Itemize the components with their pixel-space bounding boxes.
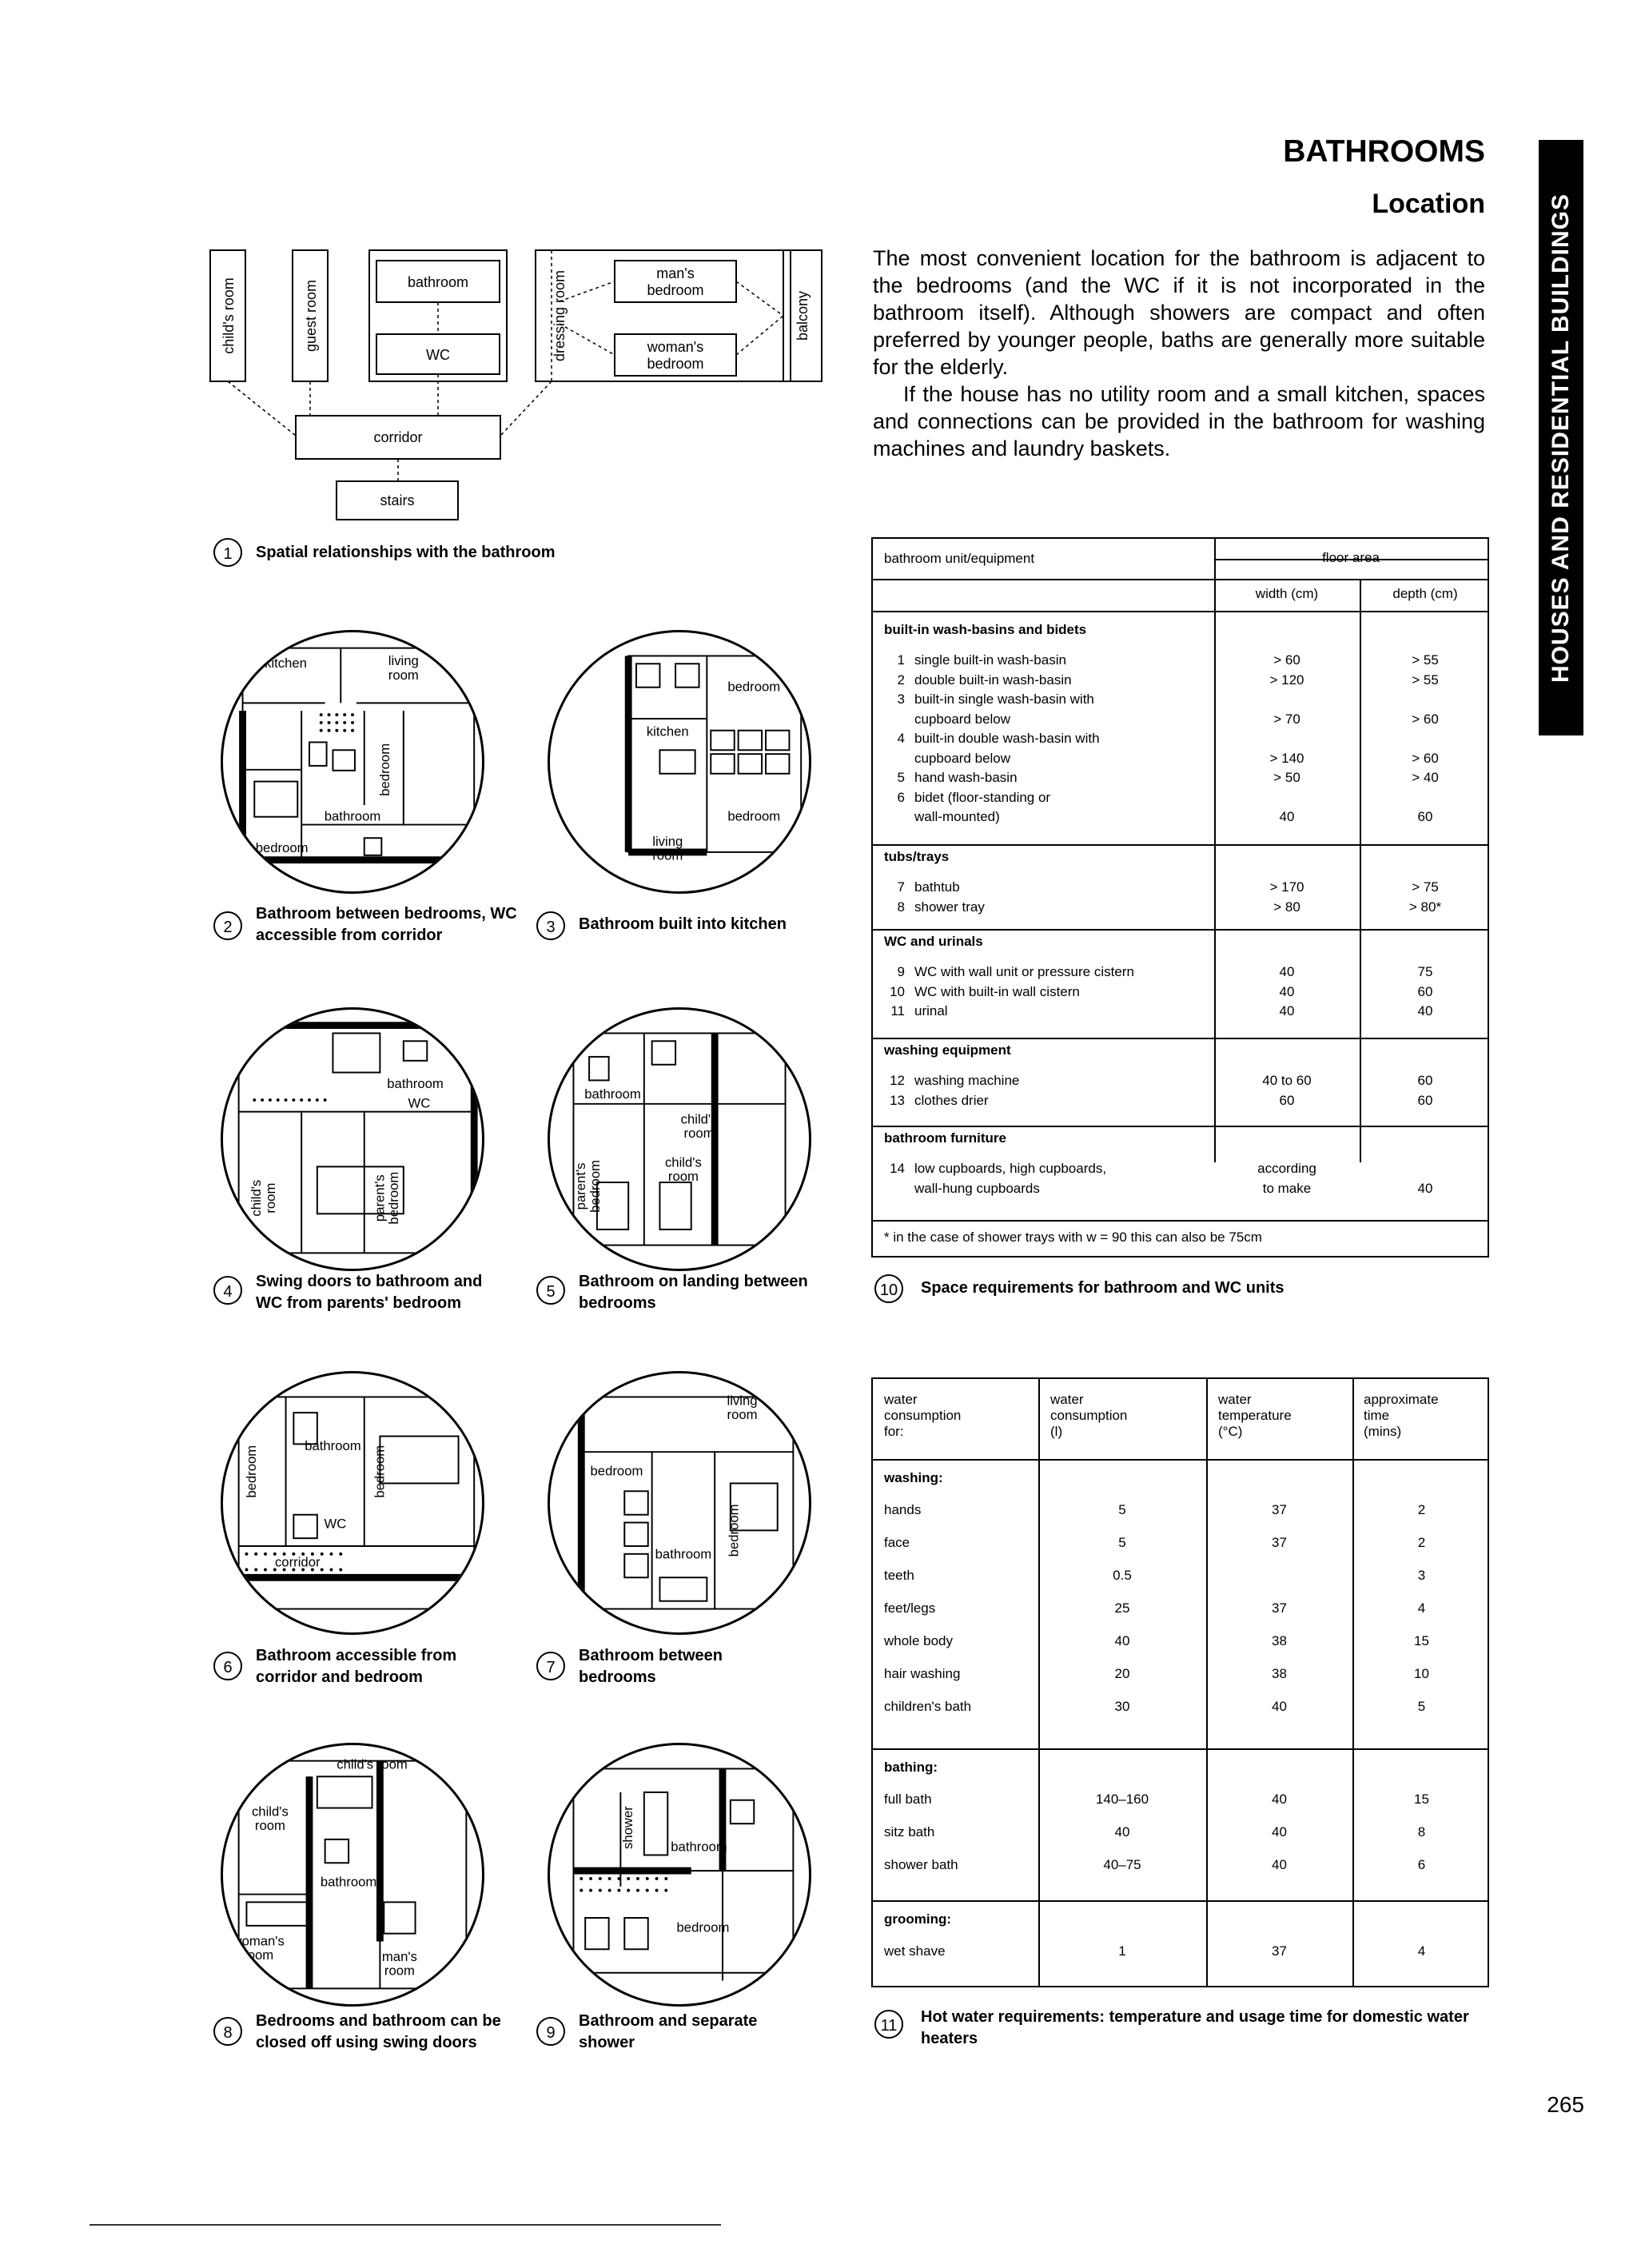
childs-room-label: room [683, 1126, 715, 1142]
childs-room-label: child's [249, 1179, 265, 1217]
column-header: bathroom unit/equipment [884, 551, 1035, 566]
table-cell: low cupboards, high cupboards, [914, 1161, 1107, 1176]
intro-paragraph: The most convenient location for the bathroom is adjacent to the bedrooms (and the WC if it is not incorporated in the bathroom itself). Although showers are compact and often preferred by younger people, baths are generally more suitable for the elderly. [873, 246, 1485, 379]
figure-caption: Bathroom and separate shower [579, 2012, 758, 2051]
table-cell: 37 [1272, 1535, 1287, 1550]
table-group-title: tubs/trays [884, 849, 950, 864]
floor-plan-drawing [223, 1745, 482, 2004]
bathroom-label: bathroom [407, 274, 469, 290]
table-cell: 8 [897, 899, 905, 915]
figure-number: 11 [874, 2010, 903, 2039]
column-header: width (cm) [1255, 586, 1319, 601]
table-cell: 40 [1279, 983, 1295, 999]
intro-paragraph: If the house has no utility room and a small kitchen, spaces and connections can be provided in the bathroom for washing machines and laundry baskets. [873, 382, 1485, 460]
childs-room-label: child's room [221, 277, 237, 354]
mans-room-label: room [384, 1963, 415, 1979]
table-cell: 5 [1417, 1699, 1426, 1714]
shower-label: shower [620, 1806, 636, 1849]
floor-plan-6 [221, 1371, 484, 1635]
table-cell: 30 [1114, 1699, 1130, 1714]
table-cell: children's bath [884, 1699, 972, 1714]
floor-plan-4 [221, 1007, 484, 1271]
table-cell: WC with built-in wall cistern [914, 983, 1080, 999]
floor-plan-7 [548, 1371, 811, 1635]
figure-number: 7 [536, 1652, 565, 1680]
table-cell: > 120 [1269, 672, 1304, 688]
table-cell: > 40 [1412, 770, 1439, 785]
table-cell: washing machine [914, 1073, 1020, 1088]
section-label: HOUSES AND RESIDENTIAL BUILDINGS [1547, 193, 1574, 683]
table-cell: 37 [1272, 1600, 1287, 1616]
figure-number: 6 [213, 1652, 242, 1680]
bathroom-label: bathroom [320, 1874, 377, 1890]
balcony-label: balcony [795, 290, 811, 341]
table-cell: > 60 [1273, 652, 1300, 668]
table-cell: 6 [1417, 1857, 1426, 1872]
bathroom-label: bathroom [305, 1438, 361, 1454]
table-cell: built-in single wash-basin with [914, 692, 1094, 707]
childs-room-label: child's [680, 1111, 718, 1127]
bedroom-label: bedroom [255, 839, 309, 855]
table-cell: 10 [890, 983, 905, 999]
table-cell: 3 [897, 692, 905, 707]
table-cell: > 60 [1412, 711, 1439, 727]
figure-number: 3 [536, 911, 565, 940]
table-cell: 38 [1272, 1666, 1287, 1681]
living-room-label: room [388, 667, 419, 683]
column-header: consumption [884, 1408, 962, 1423]
table-group-title: grooming: [884, 1911, 952, 1927]
bedroom-label: bedroom [727, 808, 781, 824]
table-cell: 11 [890, 1003, 905, 1018]
living-room-label: room [652, 847, 683, 863]
table-cell: 60 [1279, 1092, 1295, 1108]
table-cell: 8 [1417, 1824, 1426, 1840]
table-group-title: washing: [884, 1470, 943, 1485]
table-cell: 5 [1118, 1502, 1126, 1517]
table-cell: 40 [1279, 809, 1295, 824]
childs-room-label: room [262, 1182, 278, 1214]
table-cell: 60 [1417, 1092, 1433, 1108]
figure-number: 10 [874, 1274, 903, 1303]
table-cell: 5 [897, 770, 905, 785]
living-room-label: living [652, 834, 683, 850]
table-cell: full bath [884, 1792, 932, 1807]
table-cell: 3 [1417, 1568, 1426, 1583]
table-cell: 60 [1417, 983, 1433, 999]
column-header: approximate [1364, 1392, 1439, 1407]
page-title: BATHROOMS [1283, 134, 1485, 169]
table-cell: 7 [897, 879, 905, 895]
floor-plan-drawing [550, 632, 809, 891]
table-cell: 40 [1279, 1003, 1295, 1018]
table-group-title: built-in wash-basins and bidets [884, 622, 1087, 637]
bathroom-label: bathroom [655, 1546, 712, 1562]
column-header: time [1364, 1408, 1390, 1423]
figure-caption: Space requirements for bathroom and WC units [921, 1279, 1285, 1297]
table-cell: 14 [890, 1161, 905, 1176]
table-group-title: WC and urinals [884, 934, 983, 949]
figure-caption: Bathroom on landing between bedrooms [579, 1273, 808, 1312]
bedroom-label: bedroom [726, 1504, 742, 1557]
table-cell: sitz bath [884, 1824, 935, 1840]
stairs-label: stairs [380, 492, 415, 508]
column-header: consumption [1050, 1408, 1128, 1423]
bathroom-label: bathroom [387, 1076, 444, 1092]
table-cell: 40 [1272, 1792, 1287, 1807]
table-group-title: bathing: [884, 1760, 938, 1775]
childs-room-label: room [254, 1818, 285, 1834]
page-number: 265 [1547, 2092, 1584, 2117]
spatial-relationship-diagram [200, 240, 839, 528]
column-header: temperature [1218, 1408, 1292, 1423]
bedroom-label: bedroom [244, 1445, 260, 1498]
table-cell: wall-hung cupboards [914, 1180, 1040, 1196]
table-cell: 5 [1118, 1535, 1126, 1550]
column-header: water [1050, 1392, 1084, 1407]
table-cell: 2 [897, 672, 905, 688]
figure-number: 8 [213, 2017, 242, 2046]
corridor-label: corridor [373, 429, 423, 445]
table-cell: wet shave [884, 1943, 946, 1959]
figure-caption: Spatial relationships with the bathroom [256, 544, 556, 561]
womans-room-label: room [243, 1947, 274, 1963]
figure-caption: Bedrooms and bathroom can be closed off using swing doors [256, 2012, 501, 2051]
bedroom-label: bedroom [727, 679, 781, 695]
table-cell: 4 [897, 731, 905, 746]
parents-bedroom-label: bedroom [587, 1159, 603, 1213]
floor-plan-5 [548, 1007, 811, 1271]
mans-bedroom-label: man's [656, 265, 695, 281]
column-header: floor area [1322, 550, 1380, 565]
table-cell: hand wash-basin [914, 770, 1018, 785]
figure-number: 5 [536, 1276, 565, 1305]
table-cell: 9 [897, 964, 905, 979]
floor-plan-drawing [223, 1373, 482, 1632]
womans-bedroom-label: woman's [647, 339, 704, 355]
table-cell: 6 [897, 789, 905, 805]
bedroom-label: bedroom [377, 743, 393, 796]
table-cell: 40 [1114, 1824, 1130, 1840]
childs-room-label: child's [251, 1804, 289, 1820]
table-cell: 15 [1414, 1792, 1429, 1807]
table-cell: 37 [1272, 1943, 1287, 1959]
womans-bedroom-label: bedroom [647, 356, 704, 372]
table-cell: wall-mounted) [914, 809, 1000, 824]
table-cell: > 75 [1412, 879, 1439, 895]
figure-caption: Bathroom built into kitchen [579, 915, 787, 933]
figure-caption: Swing doors to bathroom and WC from parents' bedroom [256, 1273, 483, 1312]
table-cell: 40 [1417, 1003, 1433, 1018]
childs-room-label: child's room [337, 1756, 408, 1772]
table-cell: shower bath [884, 1857, 958, 1872]
hot-water-table [871, 1377, 1489, 1987]
page-subtitle: Location [1372, 189, 1485, 219]
figure-caption: Hot water requirements: temperature and usage time for domestic water heaters [921, 2008, 1469, 2047]
table-cell: 37 [1272, 1502, 1287, 1517]
bathroom-label: bathroom [324, 808, 381, 824]
table-cell: single built-in wash-basin [914, 652, 1066, 668]
floor-plan-drawing [550, 1745, 809, 2004]
table-cell: 40 [1417, 1180, 1433, 1196]
table-cell: > 50 [1273, 770, 1300, 785]
table-cell: double built-in wash-basin [914, 672, 1072, 688]
table-cell: 15 [1414, 1633, 1429, 1648]
floor-plan-2 [221, 630, 484, 894]
floor-plan-drawing [223, 1010, 482, 1269]
dressing-room-label: dressing room [552, 269, 568, 362]
childs-room-label: child's [664, 1154, 702, 1170]
table-cell: cupboard below [914, 750, 1011, 766]
mans-bedroom-label: bedroom [647, 282, 704, 298]
living-room-label: living [727, 1393, 758, 1409]
figure-number: 1 [213, 538, 242, 567]
living-room-label: living [388, 653, 419, 669]
bathroom-label: bathroom [671, 1839, 727, 1855]
column-header: (°C) [1218, 1424, 1243, 1439]
column-header: water [1218, 1392, 1252, 1407]
table-cell: 25 [1114, 1600, 1130, 1616]
table-cell: 12 [890, 1073, 905, 1088]
figure-number: 9 [536, 2017, 565, 2046]
bathroom-label: bathroom [584, 1086, 641, 1102]
table-group-title: washing equipment [884, 1042, 1011, 1058]
table-cell: 20 [1114, 1666, 1130, 1681]
table-cell: 40 [1272, 1857, 1287, 1872]
table-cell: > 80* [1408, 899, 1442, 915]
section-tab [1539, 140, 1583, 735]
table-cell: 40 [1114, 1633, 1130, 1648]
childs-room-label: room [667, 1169, 699, 1185]
table-cell: cupboard below [914, 711, 1011, 727]
parents-bedroom-label: parent's [372, 1174, 388, 1222]
kitchen-label: kitchen [265, 656, 307, 672]
bedroom-label: bedroom [372, 1445, 388, 1498]
column-header: water [884, 1392, 918, 1407]
table-cell: according [1257, 1161, 1316, 1176]
bedroom-label: bedroom [590, 1463, 643, 1479]
column-header: depth (cm) [1392, 586, 1458, 601]
table-cell: built-in double wash-basin with [914, 731, 1100, 746]
table-cell: > 60 [1412, 750, 1439, 766]
table-cell: whole body [884, 1633, 954, 1648]
guest-room-label: guest room [303, 279, 319, 353]
corridor-label: corridor [274, 1554, 321, 1570]
table-cell: 40 [1272, 1824, 1287, 1840]
table-cell: 75 [1417, 964, 1433, 979]
mans-room-label: man's [381, 1949, 417, 1964]
figure-caption: Bathroom between bedrooms [579, 1647, 723, 1686]
column-header: (l) [1050, 1424, 1063, 1439]
table-cell: > 170 [1269, 879, 1304, 895]
table-cell: 40–75 [1103, 1857, 1141, 1872]
footer-rule [90, 2224, 721, 2226]
table-cell: 1 [1118, 1943, 1126, 1959]
floor-plan-8 [221, 1743, 484, 2007]
floor-plan-drawing [550, 1373, 809, 1632]
table-cell: WC with wall unit or pressure cistern [914, 964, 1134, 979]
table-cell: > 140 [1269, 750, 1304, 766]
table-cell: 13 [890, 1092, 905, 1108]
wc-label: WC [426, 347, 450, 363]
table-cell: 2 [1417, 1535, 1426, 1550]
table-cell: urinal [914, 1003, 948, 1018]
floor-plan-drawing [550, 1010, 809, 1269]
table-cell: 60 [1417, 809, 1433, 824]
table-cell: clothes drier [914, 1092, 989, 1108]
table-footnote: * in the case of shower trays with w = 90 this can also be 75cm [884, 1230, 1262, 1245]
table-cell: 4 [1417, 1600, 1426, 1616]
table-cell: 40 [1272, 1699, 1287, 1714]
wc-label: WC [408, 1095, 431, 1111]
table-cell: > 55 [1412, 672, 1439, 688]
parents-bedroom-label: parent's [573, 1162, 589, 1210]
table-cell: > 70 [1273, 711, 1300, 727]
table-cell: 38 [1272, 1633, 1287, 1648]
table-cell: 40 to 60 [1262, 1073, 1312, 1088]
table-cell: face [884, 1535, 910, 1550]
table-cell: teeth [884, 1568, 914, 1583]
figure-number: 4 [213, 1276, 242, 1305]
space-requirements-table [871, 537, 1489, 1258]
table-group-title: bathroom furniture [884, 1130, 1006, 1146]
living-room-label: room [727, 1406, 758, 1422]
table-cell: hands [884, 1502, 922, 1517]
table-cell: > 55 [1412, 652, 1439, 668]
floor-plan-9 [548, 1743, 811, 2007]
table-cell: > 80 [1273, 899, 1300, 915]
floor-plan-drawing [223, 632, 482, 891]
table-cell: bidet (floor-standing or [914, 789, 1051, 805]
table-cell: 60 [1417, 1073, 1433, 1088]
table-cell: 40 [1279, 964, 1295, 979]
table-cell: 1 [897, 652, 905, 668]
floor-plan-3 [548, 630, 811, 894]
figure-caption: Bathroom accessible from corridor and bedroom [256, 1647, 457, 1686]
table-cell: shower tray [914, 899, 985, 915]
parents-bedroom-label: bedroom [385, 1171, 401, 1225]
column-header: (mins) [1364, 1424, 1402, 1439]
bedroom-label: bedroom [676, 1919, 730, 1935]
figure-caption: Bathroom between bedrooms, WC accessible from corridor [256, 905, 517, 944]
table-cell: 140–160 [1095, 1792, 1149, 1807]
table-cell: feet/legs [884, 1600, 936, 1616]
table-cell: to make [1262, 1180, 1312, 1196]
figure-number: 2 [213, 911, 242, 940]
womans-room-label: woman's [232, 1933, 285, 1949]
table-cell: hair washing [884, 1666, 961, 1681]
table-cell: 2 [1417, 1502, 1426, 1517]
kitchen-label: kitchen [646, 723, 689, 739]
table-cell: 0.5 [1113, 1568, 1132, 1583]
column-header: for: [884, 1424, 904, 1439]
table-cell: 4 [1417, 1943, 1426, 1959]
intro-text [873, 245, 1485, 462]
table-cell: bathtub [914, 879, 960, 895]
wc-label: WC [324, 1516, 347, 1532]
table-cell: 10 [1414, 1666, 1429, 1681]
